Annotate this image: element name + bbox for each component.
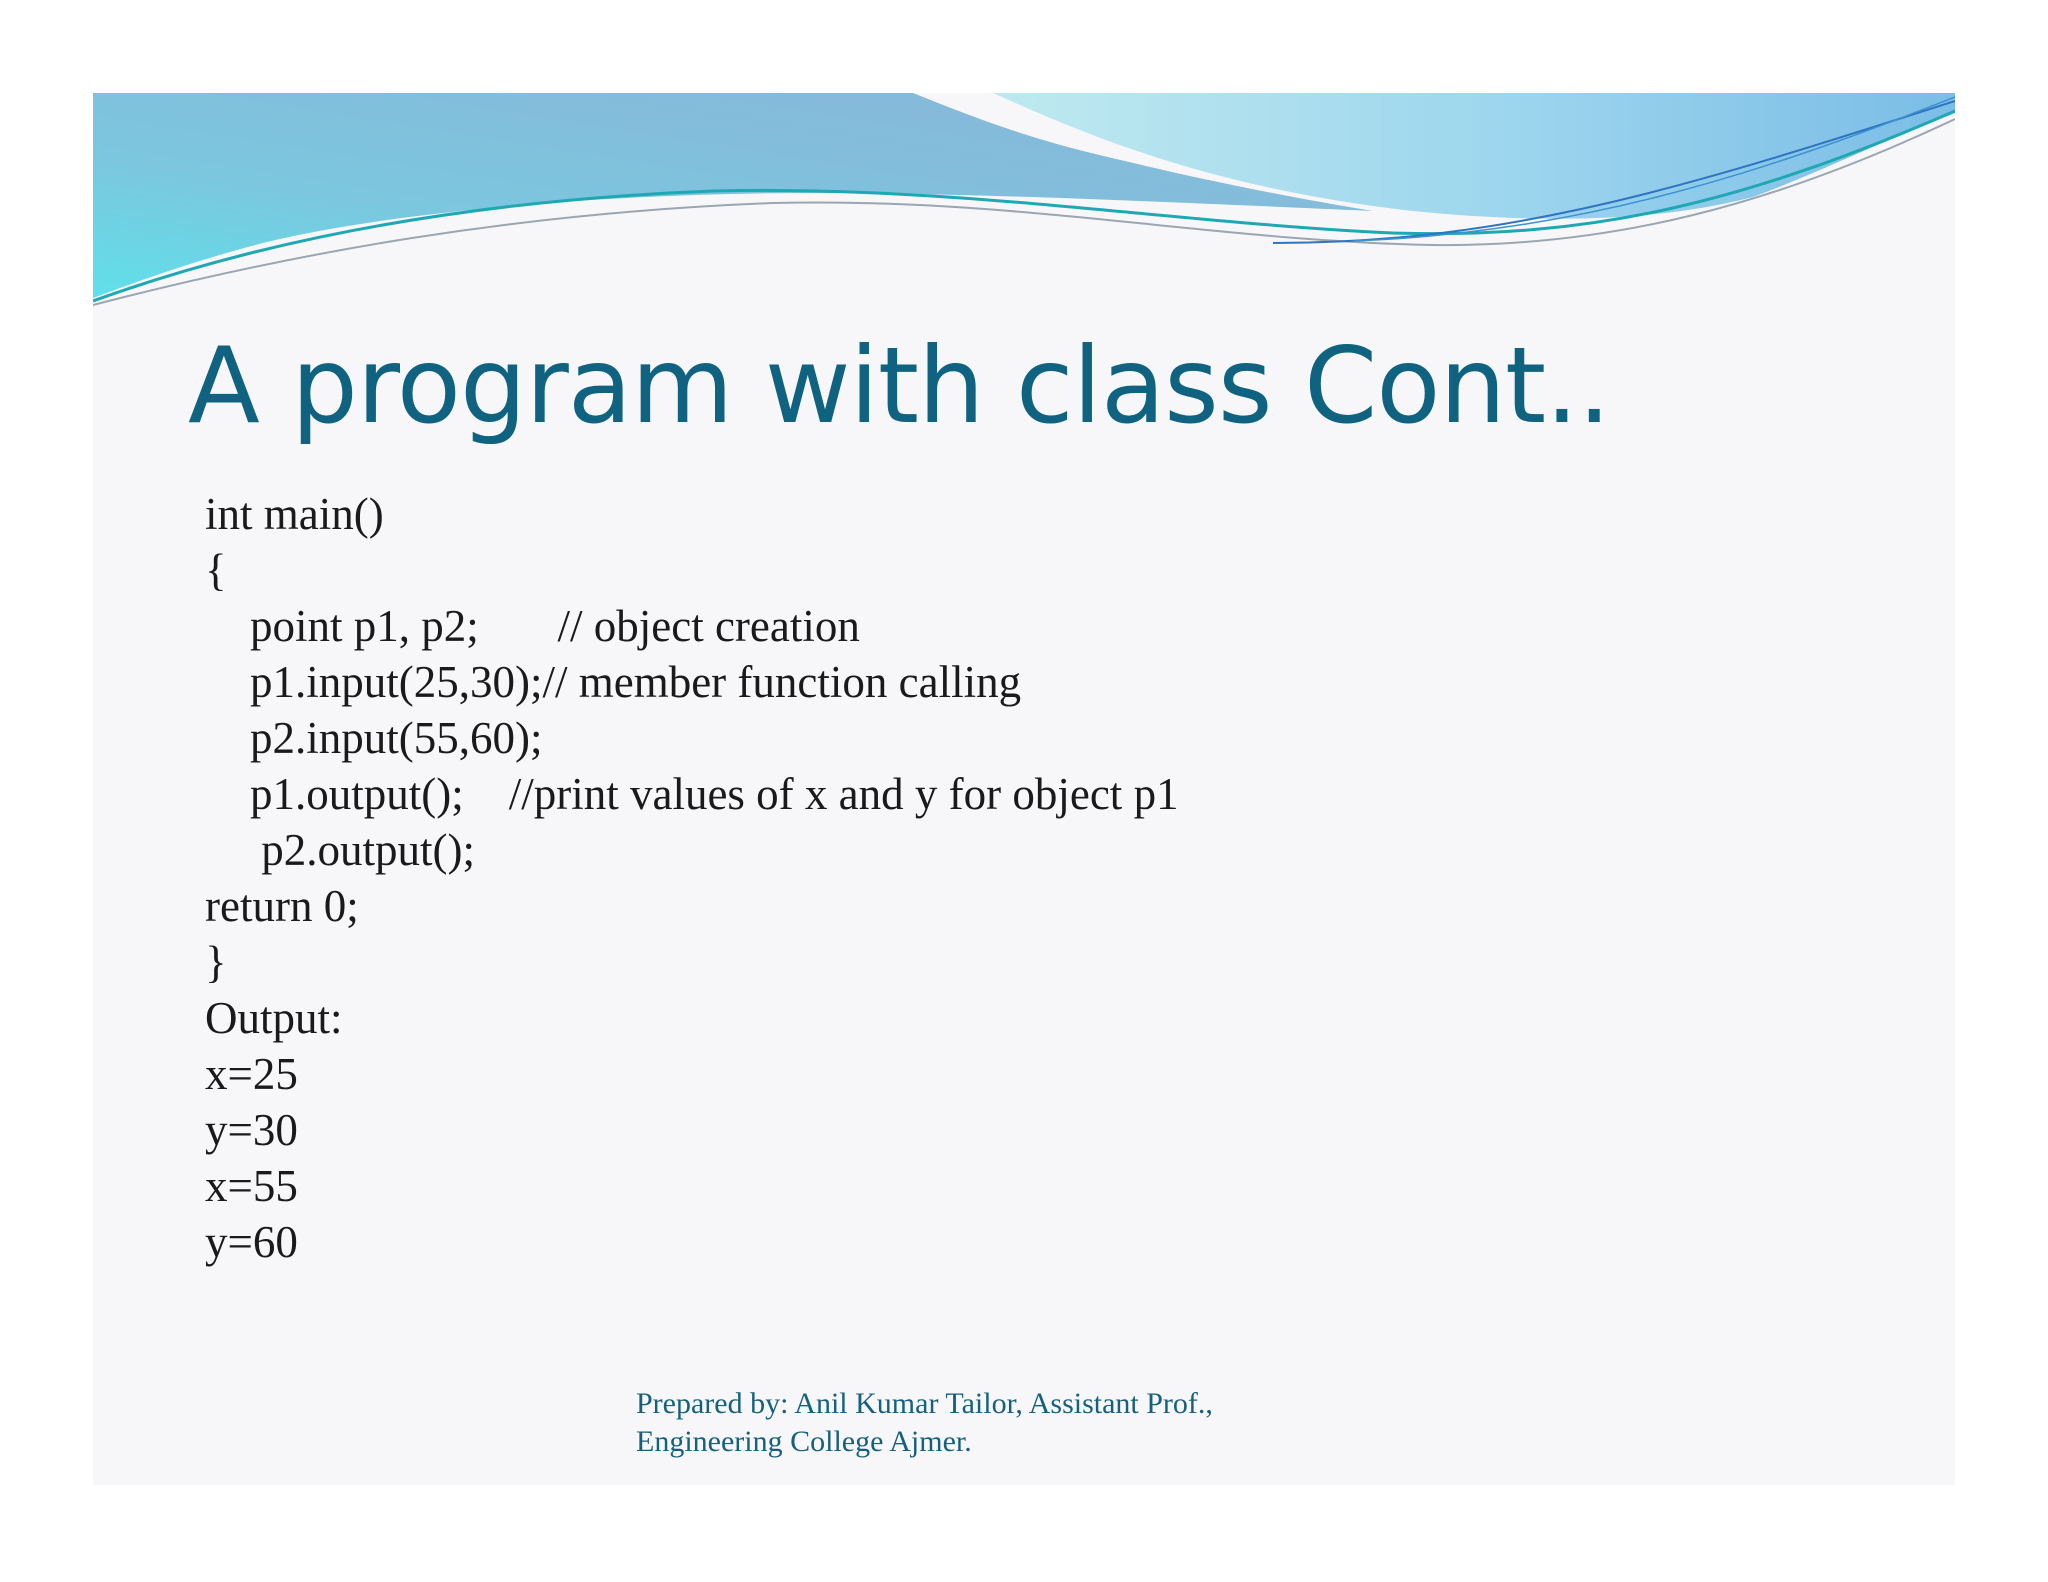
output-line: x=55 [205, 1161, 298, 1211]
code-line: point p1, p2; // object creation [205, 601, 860, 651]
output-label: Output: [205, 993, 343, 1043]
code-line: int main() [205, 489, 384, 539]
code-line: { [205, 545, 227, 595]
code-line: p1.output(); //print values of x and y for object p1 [205, 769, 1179, 819]
slide-title: A program with class Cont.. [188, 325, 1610, 447]
slide [93, 93, 1955, 1485]
footer-line-author: Prepared by: Anil Kumar Tailor, Assistant Prof., [636, 1387, 1213, 1420]
code-line: p2.input(55,60); [205, 713, 543, 763]
code-line: } [205, 937, 227, 987]
code-block [205, 486, 1179, 1270]
code-line: p2.output(); [205, 825, 475, 875]
code-line: p1.input(25,30);// member function calling [205, 657, 1022, 707]
output-line: y=60 [205, 1217, 298, 1267]
code-line: return 0; [205, 881, 359, 931]
output-line: x=25 [205, 1049, 298, 1099]
wave-banner [93, 93, 1955, 313]
output-line: y=30 [205, 1105, 298, 1155]
footer-credit [636, 1385, 1213, 1461]
footer-line-institution: Engineering College Ajmer. [636, 1425, 972, 1458]
